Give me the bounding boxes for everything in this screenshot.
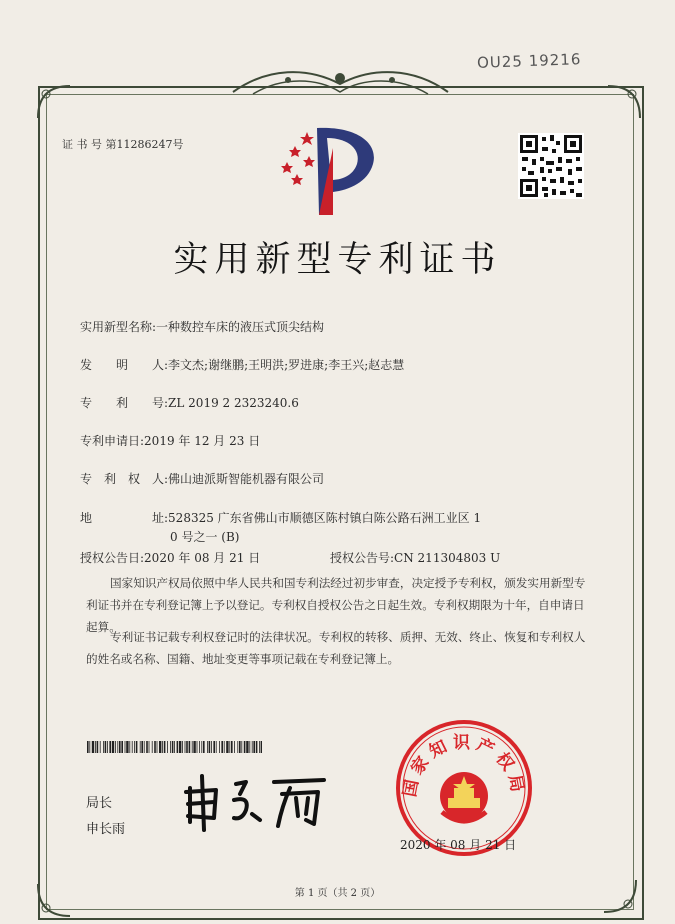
field-label: 授权公告日:	[80, 551, 145, 565]
barcode-bar	[162, 741, 163, 753]
barcode-bar	[226, 741, 228, 753]
certificate-title: 实用新型专利证书	[173, 240, 502, 280]
barcode-bar	[252, 741, 253, 753]
barcode	[87, 741, 262, 753]
barcode-bar	[234, 741, 235, 753]
barcode-bar	[199, 741, 200, 753]
barcode-bar	[121, 741, 123, 753]
field-label: 实用新型名称:	[80, 320, 157, 334]
barcode-bar	[157, 741, 158, 753]
barcode-bar	[201, 741, 202, 753]
field-label: 专 利 权 人:	[80, 472, 169, 486]
seal-date: 2020 年 08 月 21 日	[400, 838, 517, 852]
barcode-bar	[140, 741, 141, 753]
director-title: 局长	[86, 796, 113, 811]
field-value: 2019 年 12 月 23 日	[144, 434, 261, 448]
barcode-bar	[95, 741, 96, 753]
barcode-bar	[213, 741, 215, 753]
field-application-date	[80, 432, 260, 449]
barcode-bar	[117, 741, 118, 753]
barcode-bar	[144, 741, 145, 753]
field-value: ZL 2019 2 2323240.6	[168, 396, 299, 410]
barcode-bar	[167, 741, 168, 753]
certificate-number: 证 书 号 第11286247号	[62, 138, 184, 151]
barcode-bar	[92, 741, 94, 753]
barcode-bar	[259, 741, 260, 753]
barcode-bar	[97, 741, 99, 753]
field-address	[80, 509, 481, 526]
barcode-bar	[109, 741, 111, 753]
field-inventors	[80, 356, 404, 373]
barcode-bar	[229, 741, 230, 753]
field-utility-model-name	[80, 318, 324, 335]
field-label: 地 址:	[80, 511, 169, 525]
barcode-bar	[136, 741, 138, 753]
handwritten-note: OU25 19216	[476, 50, 582, 72]
inner-border	[46, 94, 634, 910]
barcode-bar	[216, 741, 217, 753]
barcode-bar	[249, 741, 250, 753]
field-value: 一种数控车床的液压式顶尖结构	[156, 320, 325, 334]
field-label: 专 利 号:	[80, 396, 169, 410]
field-value: 2020 年 08 月 21 日	[144, 551, 261, 565]
barcode-bar	[239, 741, 241, 753]
field-value: 佛山迪派斯智能机器有限公司	[168, 472, 325, 486]
barcode-bar	[134, 741, 135, 753]
barcode-bar	[132, 741, 133, 753]
barcode-bar	[119, 741, 121, 753]
barcode-bar	[164, 741, 166, 753]
barcode-bar	[146, 741, 148, 753]
barcode-bar	[203, 741, 205, 753]
barcode-bar	[221, 741, 223, 753]
barcode-bar	[177, 741, 179, 753]
barcode-bar	[256, 741, 258, 753]
barcode-bar	[126, 741, 128, 753]
barcode-bar	[159, 741, 161, 753]
barcode-bar	[174, 741, 175, 753]
barcode-bar	[103, 741, 104, 753]
barcode-bar	[192, 741, 193, 753]
barcode-bar	[185, 741, 186, 753]
barcode-bar	[154, 741, 156, 753]
barcode-bar	[100, 741, 101, 753]
page-number: 第 1 页（共 2 页）	[294, 888, 381, 899]
barcode-bar	[107, 741, 108, 753]
field-grant-number	[330, 549, 500, 566]
barcode-bar	[209, 741, 211, 753]
barcode-bar	[244, 741, 246, 753]
barcode-bar	[186, 741, 188, 753]
barcode-bar	[261, 741, 262, 753]
barcode-bar	[105, 741, 107, 753]
barcode-bar	[237, 741, 238, 753]
corner-ornament-tl	[34, 82, 74, 122]
barcode-bar	[129, 741, 130, 753]
barcode-bar	[197, 741, 198, 753]
barcode-bar	[170, 741, 171, 753]
barcode-bar	[211, 741, 212, 753]
top-ornament	[228, 62, 453, 102]
barcode-bar	[89, 741, 90, 753]
cnipa-logo-icon	[275, 120, 385, 215]
field-label: 专利申请日:	[80, 434, 145, 448]
barcode-bar	[172, 741, 174, 753]
barcode-bar	[193, 741, 195, 753]
corner-ornament-tr	[604, 82, 644, 122]
statement-paragraph-2: 专利证书记载专利权登记时的法律状况。专利权的转移、质押、无效、终止、恢复和专利权人的姓名或名称、国籍、地址变更等事项记载在专利登记簿上。	[86, 630, 586, 666]
barcode-bar	[125, 741, 126, 753]
field-label: 授权公告号:	[330, 551, 395, 565]
director-signature	[178, 770, 333, 832]
field-address-line2	[170, 528, 239, 545]
seal-text: 国家知识产权局	[400, 733, 528, 799]
barcode-bar	[241, 741, 242, 753]
barcode-bar	[246, 741, 248, 753]
barcode-bar	[152, 741, 153, 753]
barcode-bar	[149, 741, 150, 753]
barcode-bar	[253, 741, 255, 753]
field-value: 李文杰;谢继鹏;王明洪;罗进康;李王兴;赵志慧	[168, 358, 405, 372]
barcode-bar	[179, 741, 181, 753]
director-name: 申长雨	[86, 822, 126, 837]
barcode-bar	[182, 741, 183, 753]
field-patentee	[80, 470, 324, 487]
barcode-bar	[189, 741, 191, 753]
field-value: 528325 广东省佛山市顺德区陈村镇白陈公路石洲工业区 1	[168, 511, 482, 525]
field-patent-number	[80, 394, 299, 411]
field-label: 发 明 人:	[80, 358, 169, 372]
qr-code	[518, 133, 584, 199]
field-value: 0 号之一 (B)	[170, 530, 240, 544]
barcode-bar	[115, 741, 116, 753]
barcode-bar	[87, 741, 89, 753]
barcode-bar	[141, 741, 143, 753]
statement-paragraph-1: 国家知识产权局依照中华人民共和国专利法经过初步审查，决定授予专利权，颁发实用新型专利证书并在专利登记簿上予以登记。专利权自授权公告之日起生效。专利权期限为十年，自申请日起算。	[86, 576, 586, 634]
field-grant-date	[80, 549, 260, 566]
barcode-bar	[219, 741, 220, 753]
barcode-bar	[231, 741, 233, 753]
barcode-bar	[224, 741, 225, 753]
field-value: CN 211304803 U	[394, 551, 501, 565]
barcode-bar	[112, 741, 114, 753]
barcode-bar	[207, 741, 208, 753]
